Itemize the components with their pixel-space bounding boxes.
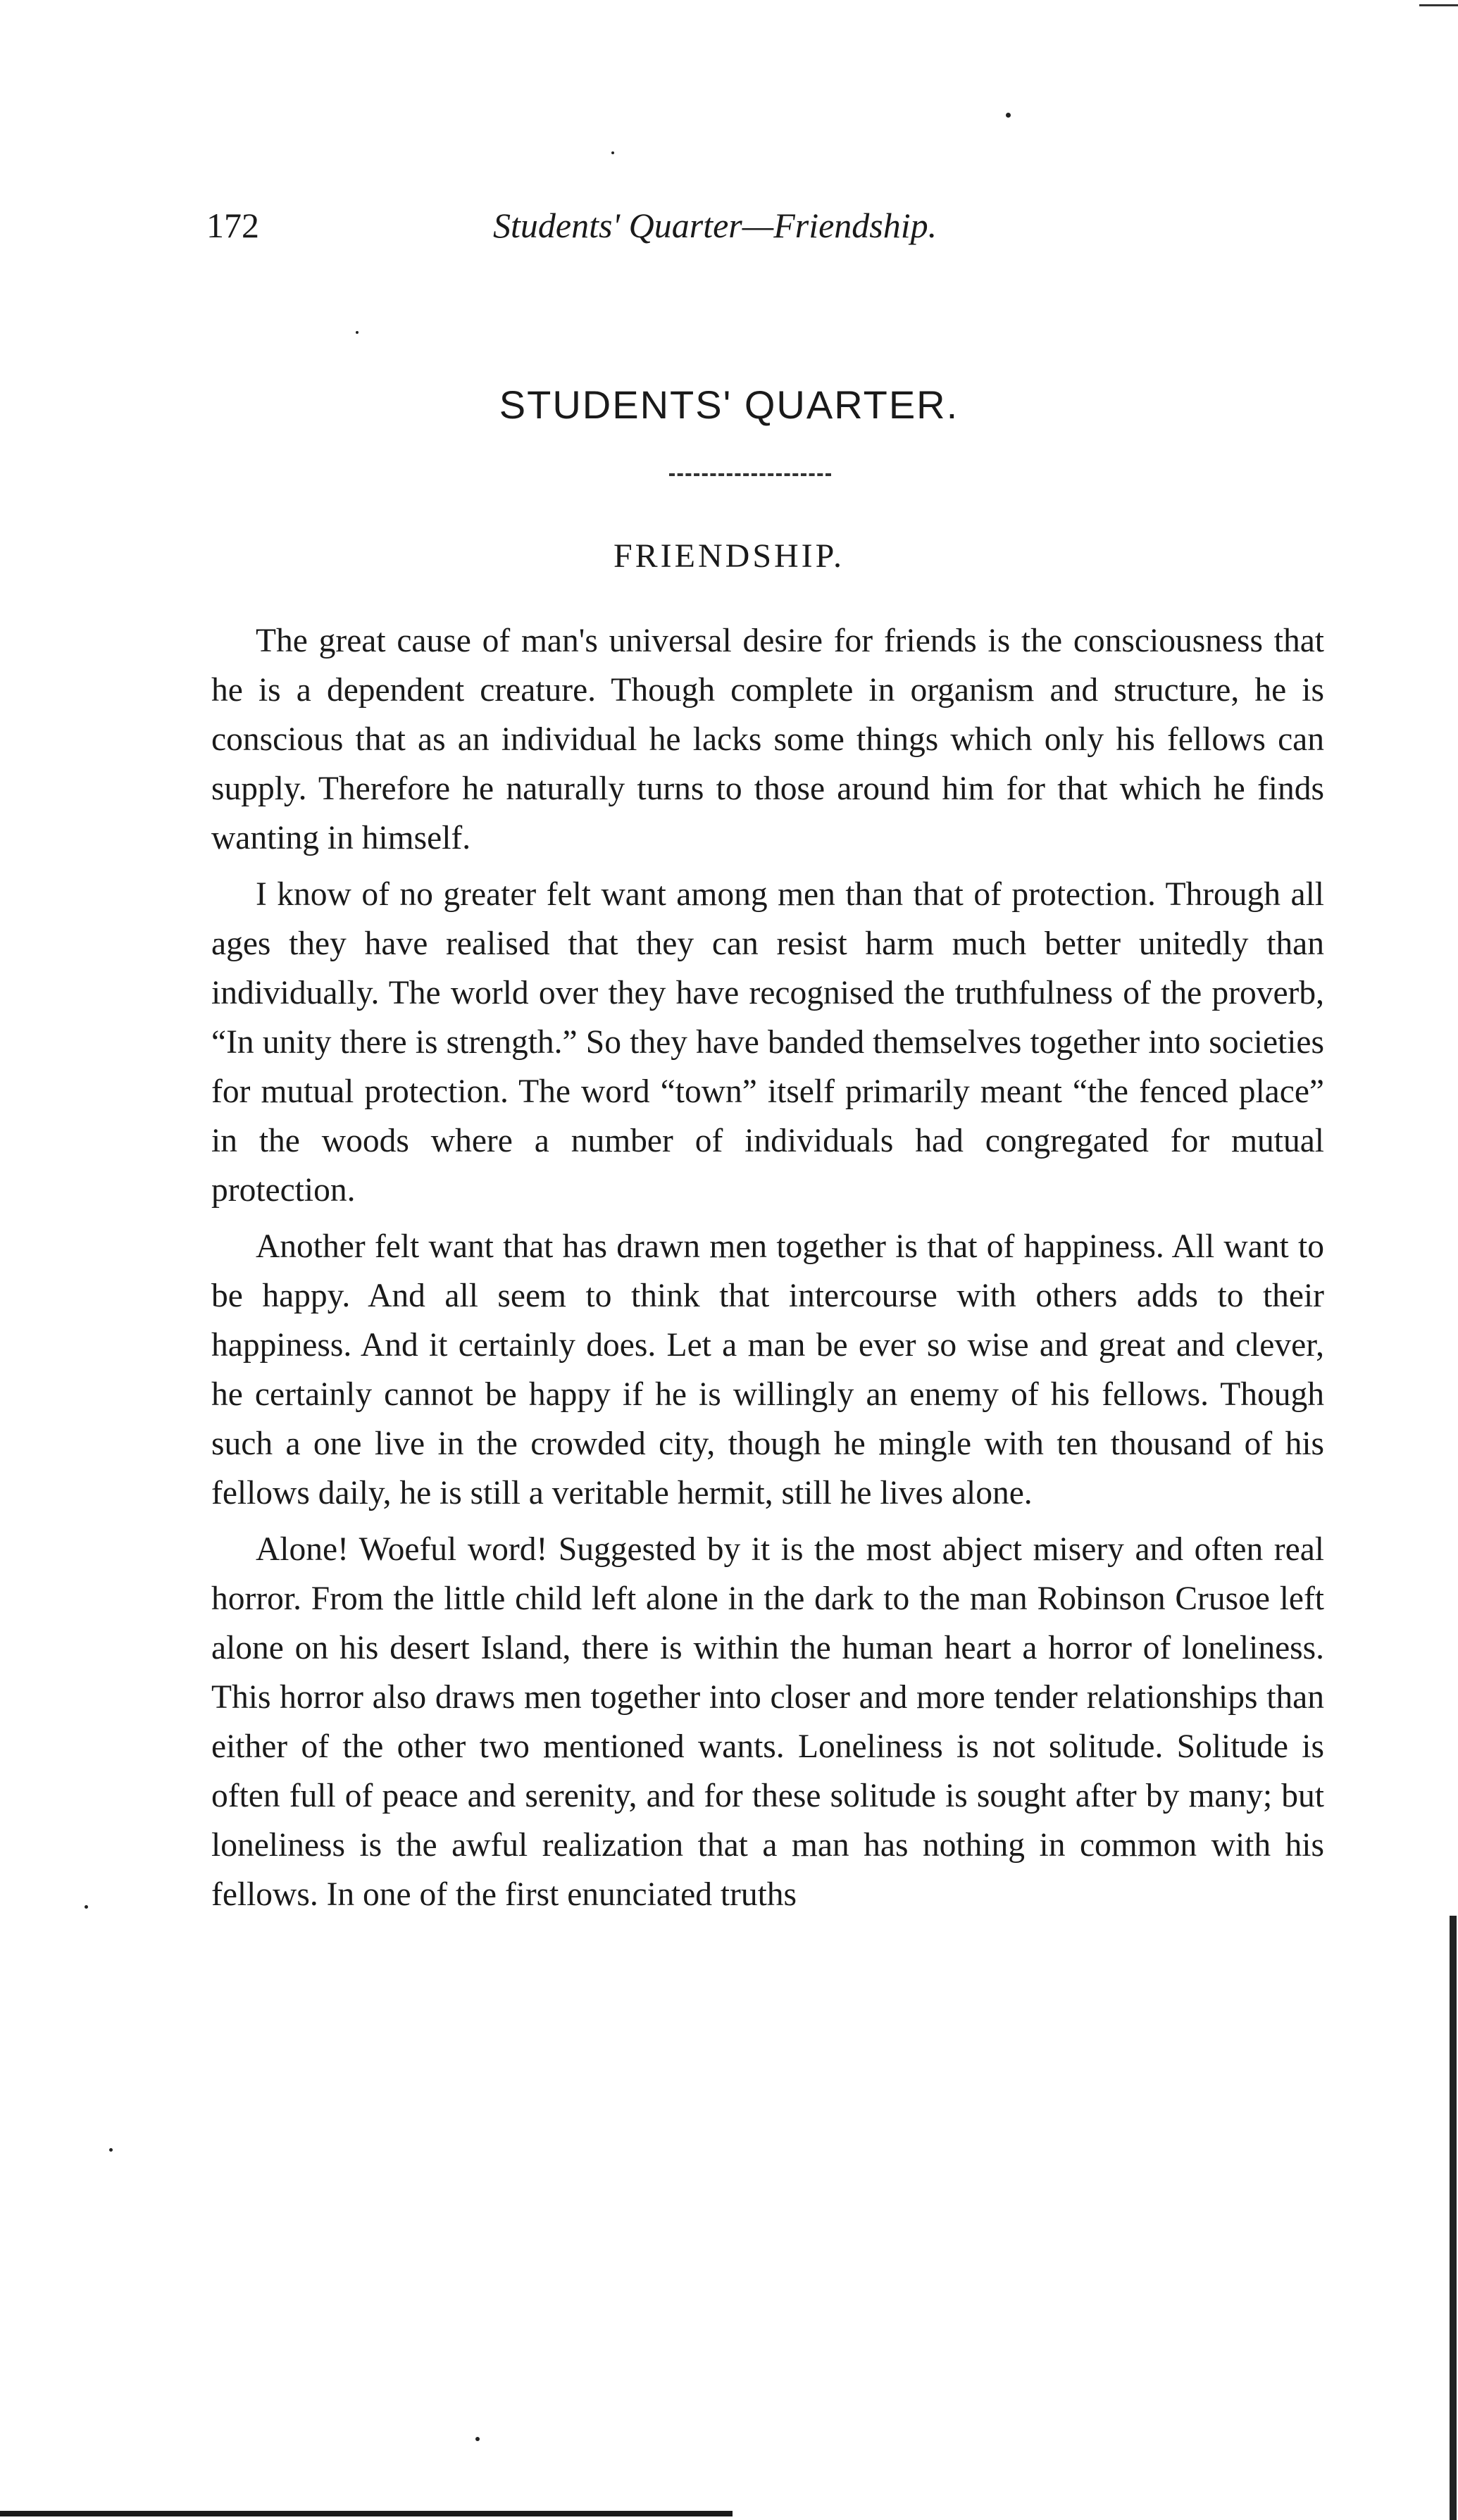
running-head: Students' Quarter—Friendship. <box>493 206 937 245</box>
ornament-rule <box>669 473 831 479</box>
paragraph-3: Another felt want that has drawn men together is that of happiness. All want to be happy. And all seem to think that intercourse with others adds to their happiness. And it certainly does. Let a man be ever so wise and great and clever, he certainly cannot be happy if he is willingly an enemy of his fellows. Though such a one live in the crowded city, though he mingle with ten thousand of his fellows daily, he is still a veritable hermit, still he lives alone. <box>211 1228 1324 1511</box>
paragraph-2: I know of no greater felt want among men than that of protection. Through all ages they have realised that they can resist harm much better unitedly than individually. The world over they have recognised the truthfulness of the proverb, “In unity there is strength.” So they have banded themselves together into societies for mutual protection. The word “town” itself primarily meant “the fenced place” in the woods where a number of individuals had congregated for mutual protection. <box>211 876 1324 1209</box>
scan-edge-shadow <box>1450 1916 1457 2520</box>
bottom-rule <box>0 2511 733 2516</box>
scan-speck <box>85 1905 88 1909</box>
paragraph-1: The great cause of man's universal desire for friends is the consciousness that he is a dependent creature. Though complete in organism and structure, he is conscious that as an individual he lacks some things which only his fellows can supply. Therefore he naturally turns to those around him for that which he finds wanting in himself. <box>211 623 1324 856</box>
scan-speck <box>1006 113 1011 118</box>
article-body <box>211 616 1324 1926</box>
page-number: 172 <box>206 206 259 245</box>
scan-speck <box>109 2148 113 2152</box>
article-title: FRIENDSHIP. <box>613 537 845 575</box>
section-heading: STUDENTS' QUARTER. <box>499 382 959 427</box>
scan-speck <box>611 151 614 154</box>
paragraph-4: Alone! Woeful word! Suggested by it is the most abject misery and often real horror. From the little child left alone in the dark to the man Robinson Crusoe left alone on his desert Island, there is within the human heart a horror of loneliness. This horror also draws men together into closer and more tender relationships than either of the other two mentioned wants. Loneliness is not solitude. Solitude is often full of peace and serenity, and for these solitude is sought after by many; but loneliness is the awful realization that a man has nothing in common with his fellows. In one of the first enunciated truths <box>211 1531 1324 1913</box>
scan-speck <box>475 2437 480 2441</box>
page-edge-mark <box>1419 0 1458 6</box>
scan-speck <box>356 331 359 334</box>
